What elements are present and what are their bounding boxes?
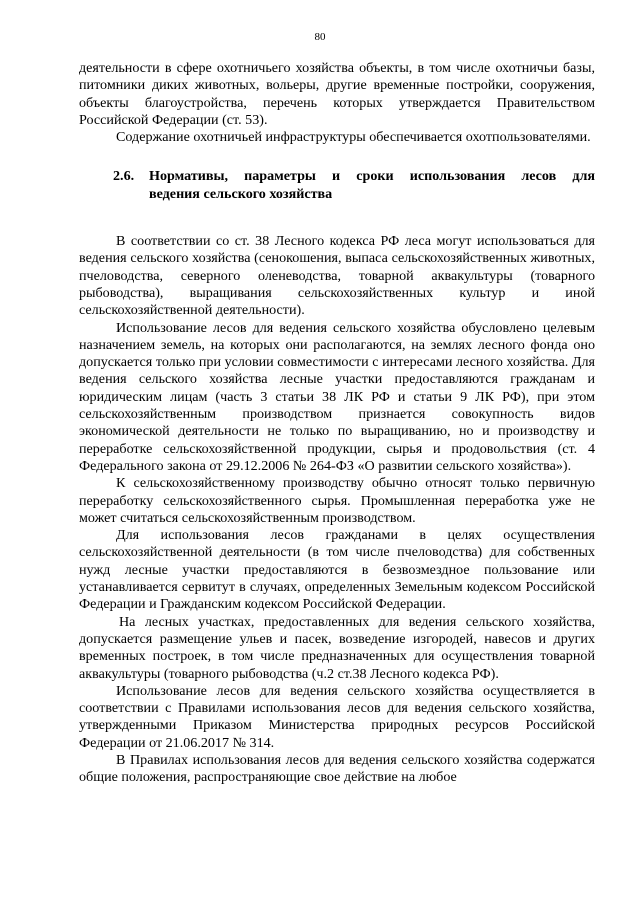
section-heading: [113, 168, 595, 203]
paragraph-article-38: В соответствии со ст. 38 Лесного кодекса РФ леса могут использоваться для ведения сельского хозяйства (сенокошения, выпаса сельскохозяйственных животных, пчеловодства, северного оленеводства, товарной аквакультуры (товарного рыбоводства), выращивания сельскохозяйственных культур и иной сельскохозяйственной деятельности).: [79, 233, 595, 319]
section-title-line1: Нормативы, параметры и сроки использования лесов для: [149, 168, 595, 185]
paragraph-citizens-use: Для использования лесов гражданами в целях осуществления сельскохозяйственной деятельности (в том числе пчеловодства) для собственных нужд лесные участки предоставляются в безвозмездное пользование или устанавливается сервитут в случаях, определенных Земельным кодексом Российской Федерации и Гражданским кодексом Российской Федерации.: [79, 527, 595, 613]
paragraph-infrastructure: Содержание охотничьей инфраструктуры обеспечивается охотпользователями.: [116, 129, 591, 146]
document-body: [79, 60, 595, 787]
section-number: 2.6.: [113, 168, 135, 185]
page-number: 80: [314, 31, 326, 43]
section-title-line2: ведения сельского хозяйства: [149, 185, 333, 202]
paragraph-rules-general: В Правилах использования лесов для ведения сельского хозяйства содержатся общие положения, распространяющие свое действие на любое: [79, 751, 595, 786]
paragraph-primary-processing: К сельскохозяйственному производству обычно относят только первичную переработку сельскохозяйственного сырья. Промышленная переработка уже не может считаться сельскохозяйственным производством.: [79, 475, 595, 526]
paragraph-rules-314: Использование лесов для ведения сельского хозяйства осуществляется в соответствии с Правилами использования лесов для ведения сельского хозяйства, утвержденными Приказом Министерства природных ресурсов Российской Федерации от 21.06.2017 № 314.: [79, 682, 595, 751]
paragraph-continued: деятельности в сфере охотничьего хозяйства объекты, в том числе охотничьи базы, питомники диких животных, вольеры, другие временные постройки, сооружения, объекты благоустройства, перечень которых утверждается Правительством Российской Федерации (ст. 53).: [79, 60, 595, 128]
paragraph-hives-apiaries: На лесных участках, предоставленных для ведения сельского хозяйства, допускается размещение ульев и пасек, возведение изгородей, навесов и других временных построек, в том числе предназначенных для осуществления товарной аквакультуры (товарного рыбоводства (ч.2 ст.38 Лесного кодекса РФ).: [79, 613, 595, 682]
paragraph-land-purpose: Использование лесов для ведения сельского хозяйства обусловлено целевым назначением земель, на которых они располагаются, на землях лесного фонда оно допускается только при условии совместимости с интересами лесного хозяйства. Для ведения сельского хозяйства лесные участки предоставляются гражданам и юридическим лицам (часть 3 статьи 38 ЛК РФ и статьи 9 ЛК РФ), при этом сельскохозяйственным производством признается совокупность видов экономической деятельности не только по выращиванию, но и производству и переработке сельскохозяйственной продукции, сырья и продовольствия (ст. 4 Федерального закона от 29.12.2006 № 264-ФЗ «О развитии сельского хозяйства»).: [79, 319, 595, 474]
